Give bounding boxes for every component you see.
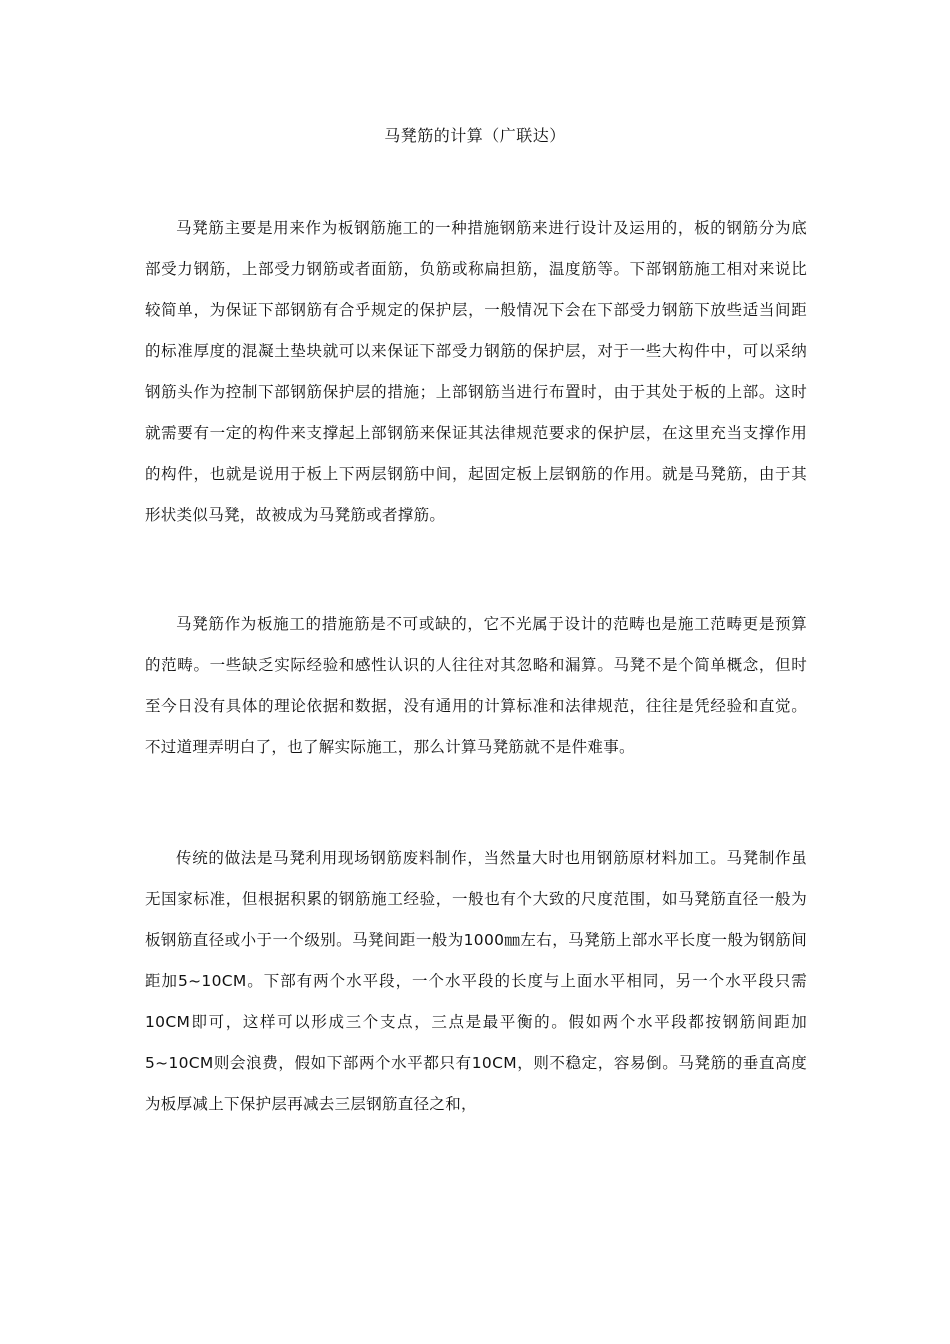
paragraph-importance: 马凳筋作为板施工的措施筋是不可或缺的，它不光属于设计的范畴也是施工范畴更是预算的范畴。一些缺乏实际经验和感性认识的人往往对其忽略和漏算。马凳不是个简单概念，但时至今日没有具体的理论依据和数据，没有通用的计算标准和法律规范，往往是凭经验和直觉。不过道理弄明白了，也了解实际施工，那么计算马凳筋就不是件难事。 — [145, 615, 807, 756]
paragraph-traditional-method: 传统的做法是马凳利用现场钢筋废料制作，当然量大时也用钢筋原材料加工。马凳制作虽无国家标准，但根据积累的钢筋施工经验，一般也有个大致的尺度范围，如马凳筋直径一般为板钢筋直径或小于一个级别。马凳间距一般为1000㎜左右，马凳筋上部水平长度一般为钢筋间距加5~10CM。下部有两个水平段，一个水平段的长度与上面水平相同，另一个水平段只需10CM即可，这样可以形成三个支点，三点是最平衡的。假如两个水平段都按钢筋间距加5~10CM则会浪费，假如下部两个水平都只有10CM，则不稳定，容易倒。马凳筋的垂直高度为板厚减上下保护层再减去三层钢筋直径之和， — [145, 849, 807, 1113]
paragraph-intro: 马凳筋主要是用来作为板钢筋施工的一种措施钢筋来进行设计及运用的，板的钢筋分为底部受力钢筋，上部受力钢筋或者面筋，负筋或称扁担筋，温度筋等。下部钢筋施工相对来说比较简单，为保证下部钢筋有合乎规定的保护层，一般情况下会在下部受力钢筋下放些适当间距的标准厚度的混凝土垫块就可以来保证下部受力钢筋的保护层，对于一些大构件中，可以采纳钢筋头作为控制下部钢筋保护层的措施；上部钢筋当进行布置时，由于其处于板的上部。这时就需要有一定的构件来支撑起上部钢筋来保证其法律规范要求的保护层，在这里充当支撑作用的构件，也就是说用于板上下两层钢筋中间，起固定板上层钢筋的作用。就是马凳筋，由于其形状类似马凳，故被成为马凳筋或者撑筋。 — [145, 219, 807, 524]
document-title: 马凳筋的计算（广联达） — [384, 126, 566, 145]
